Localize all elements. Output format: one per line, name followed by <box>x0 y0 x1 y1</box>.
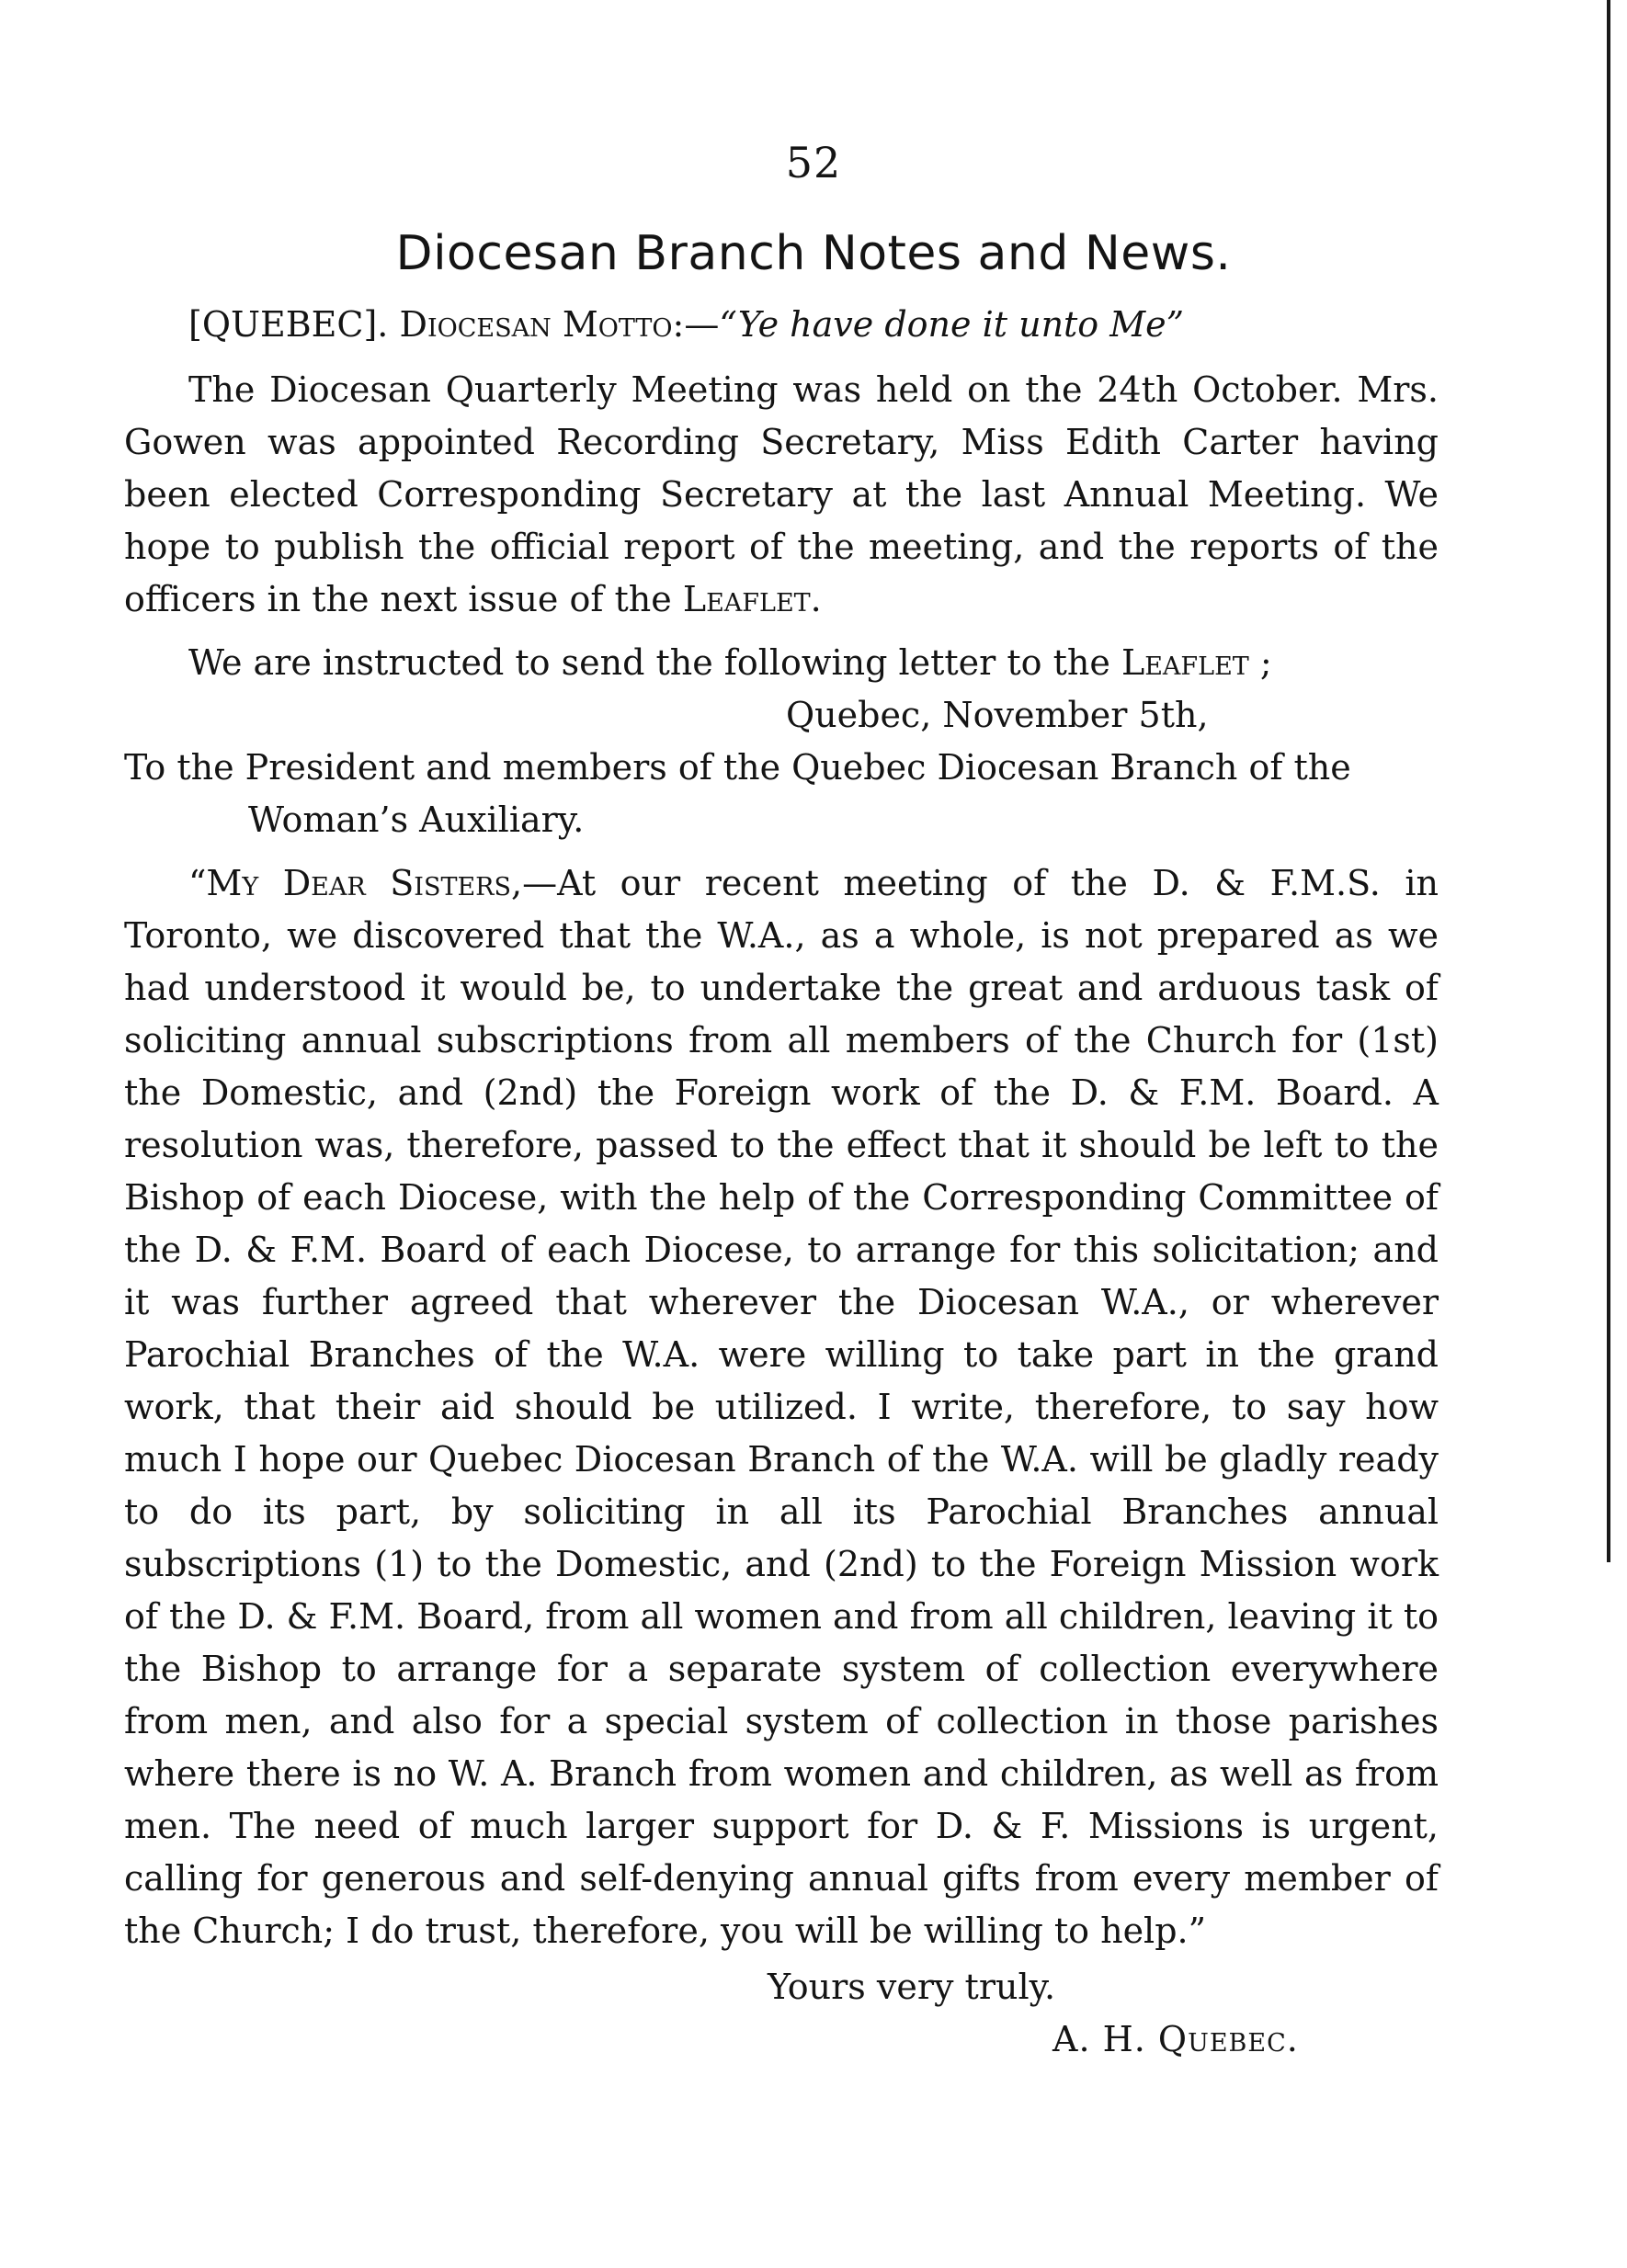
motto-label: Diocesan Motto <box>399 304 673 345</box>
letter-body-paragraph <box>124 857 1439 1957</box>
instructed-text: We are instructed to send the following letter to the <box>188 642 1110 683</box>
letter-dateline: Quebec, November 5th, <box>786 695 1209 735</box>
page-title: Diocesan Branch Notes and News. <box>395 226 1232 281</box>
letter-body-text: —At our recent meeting of the D. & F.M.S. in Toronto, we discovered that the W.A., as a whole, is not prepared as we had understood it would be, to undertake the great and arduous task of soliciting annual subscriptions from all members of the Church for (1st) the Domestic, and (2nd) the Foreign work of the D. & F.M. Board. A resolution was, therefore, passed to the effect that it should be left to the Bishop of each Diocese, with the help of the Corresponding Committee of the D. & F.M. Board of each Diocese, to arrange for this solicitation; and it was further agreed that wherever the Diocesan W.A., or wherever Parochial Branches of the W.A. were willing to take part in the grand work, that their aid should be utilized. I write, therefore, to say how much I hope our Quebec Diocesan Branch of the W.A. will be gladly ready to do its part, by soliciting in all its Parochial Branches annual subscriptions (1) to the Domestic, and (2nd) to the Foreign Mission work of the D. & F.M. Board, from all women and from all children, leaving it to the Bishop to arrange for a separate system of collection everywhere from men, and also for a special system of collection in those parishes where there is no W. A. Branch from women and children, as well as from men. The need of much larger support for D. & F. Missions is urgent, calling for generous and self-denying annual gifts from every member of the Church; I do trust, therefore, you will be willing to help.” <box>124 863 1439 1951</box>
letter-signature <box>124 2013 1439 2066</box>
diocese-name: [QUEBEC]. <box>188 304 389 345</box>
quarterly-meeting-paragraph <box>124 364 1439 626</box>
signature-initials: A. H. <box>1052 2019 1146 2059</box>
paragraph-spacer-2 <box>124 846 1439 857</box>
diocesan-motto-line <box>124 299 1439 351</box>
motto-separator: :— <box>672 304 720 345</box>
instructed-end: ; <box>1259 642 1272 683</box>
motto-text: “Ye have done it unto Me” <box>719 304 1185 345</box>
leaflet-name-2: Leaflet <box>1121 642 1249 683</box>
page-number: 52 <box>785 138 842 187</box>
paragraph-spacer <box>124 626 1439 637</box>
article-body <box>124 299 1439 2066</box>
signature-see: Quebec. <box>1157 2019 1299 2059</box>
letter-closing: Yours very truly. <box>768 1967 1056 2007</box>
instructed-paragraph <box>124 637 1439 689</box>
quarterly-meeting-text: The Diocesan Quarterly Meeting was held on the 24th October. Mrs. Gowen was appointed Recording Secretary, Miss Edith Carter having been elected Corresponding Secretary at the last Annual Meeting. We hope to publish the official report of the meeting, and the reports of the officers in the next issue of the <box>124 369 1439 619</box>
letter-address: To the President and members of the Quebec Diocesan Branch of the Woman’s Auxiliary. <box>124 747 1351 840</box>
letter-salutation: “My Dear Sisters, <box>188 863 523 903</box>
leaflet-name: Leaflet. <box>682 579 822 619</box>
